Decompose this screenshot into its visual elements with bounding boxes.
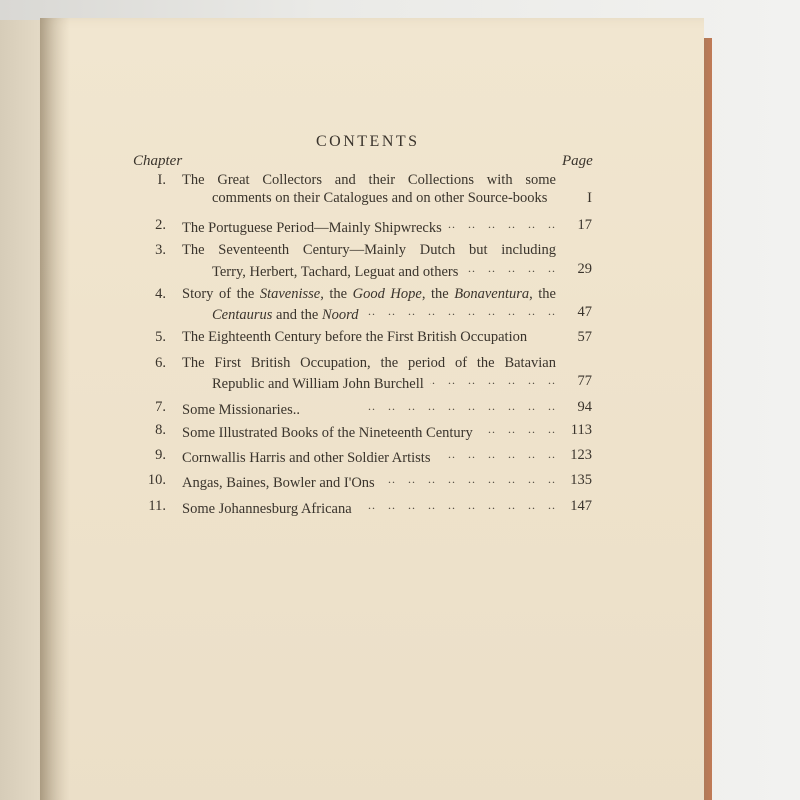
leader-dots (464, 261, 556, 276)
leader-dots (436, 447, 556, 462)
page-number: 47 (577, 304, 592, 320)
chapter-number: 9. (155, 447, 166, 463)
chapter-title: Some Illustrated Books of the Nineteenth Century .. (182, 422, 556, 442)
leader-dots (358, 498, 556, 513)
chapter-title-line-2: Terry, Herbert, Tachard, Leguat and others .. (212, 261, 556, 281)
chapter-title: Cornwallis Harris and other Soldier Artists .. (182, 447, 556, 467)
page-number: 17 (577, 217, 592, 233)
chapter-title-line-1: The First British Occupation, the period of the Batavian (182, 355, 556, 371)
page-number: 77 (577, 373, 592, 389)
chapter-number: 3. (155, 242, 166, 258)
chapter-title-line-2: Centaurus and the Noord .. (212, 304, 556, 324)
chapter-number: 2. (155, 217, 166, 233)
chapter-title: The Portuguese Period—Mainly Shipwrecks .. (182, 217, 556, 237)
page-number: 94 (577, 399, 592, 415)
chapter-title-line-2: comments on their Catalogues and on other Source-books (212, 190, 548, 206)
chapter-title-line-2: Republic and William John Burchell .. (212, 373, 556, 393)
leader-dots (381, 472, 556, 487)
chapter-number: 10. (147, 472, 166, 488)
page-number: 135 (570, 472, 592, 488)
chapter-number: 11. (148, 498, 166, 514)
chapter-title-line-1: The Seventeenth Century—Mainly Dutch but including (182, 242, 556, 258)
gutter-shadow (40, 18, 70, 800)
page-number: 29 (577, 261, 592, 277)
chapter-column-header: Chapter (133, 153, 183, 169)
chapter-number: 5. (155, 329, 166, 345)
chapter-title: Some Johannesburg Africana .. (182, 498, 556, 518)
chapter-title: The Eighteenth Century before the First British Occupation (182, 329, 528, 345)
page-number: I (587, 190, 592, 206)
page-number: 147 (570, 498, 592, 514)
page-number: 57 (577, 329, 592, 345)
contents-heading: CONTENTS (316, 133, 420, 150)
leader-dots (306, 399, 556, 414)
chapter-title-line-1: Story of the Stavenisse, the Good Hope, the Bonaventura, the (182, 286, 556, 302)
leader-dots (430, 373, 556, 388)
chapter-title-line-1: The Great Collectors and their Collections with some (182, 172, 556, 188)
chapter-number: 4. (155, 286, 166, 302)
chapter-number: 6. (155, 355, 166, 371)
page-number: 113 (570, 422, 592, 438)
leader-dots (448, 217, 556, 232)
chapter-title: Some Missionaries.. .. (182, 399, 556, 419)
chapter-title: Angas, Baines, Bowler and I'Ons .. (182, 472, 556, 492)
chapter-number: 8. (155, 422, 166, 438)
page-number: 123 (570, 447, 592, 463)
page-column-header: Page (562, 153, 593, 169)
leader-dots (479, 422, 556, 437)
leader-dots (364, 304, 556, 319)
chapter-number: 7. (155, 399, 166, 415)
chapter-number: I. (157, 172, 166, 188)
